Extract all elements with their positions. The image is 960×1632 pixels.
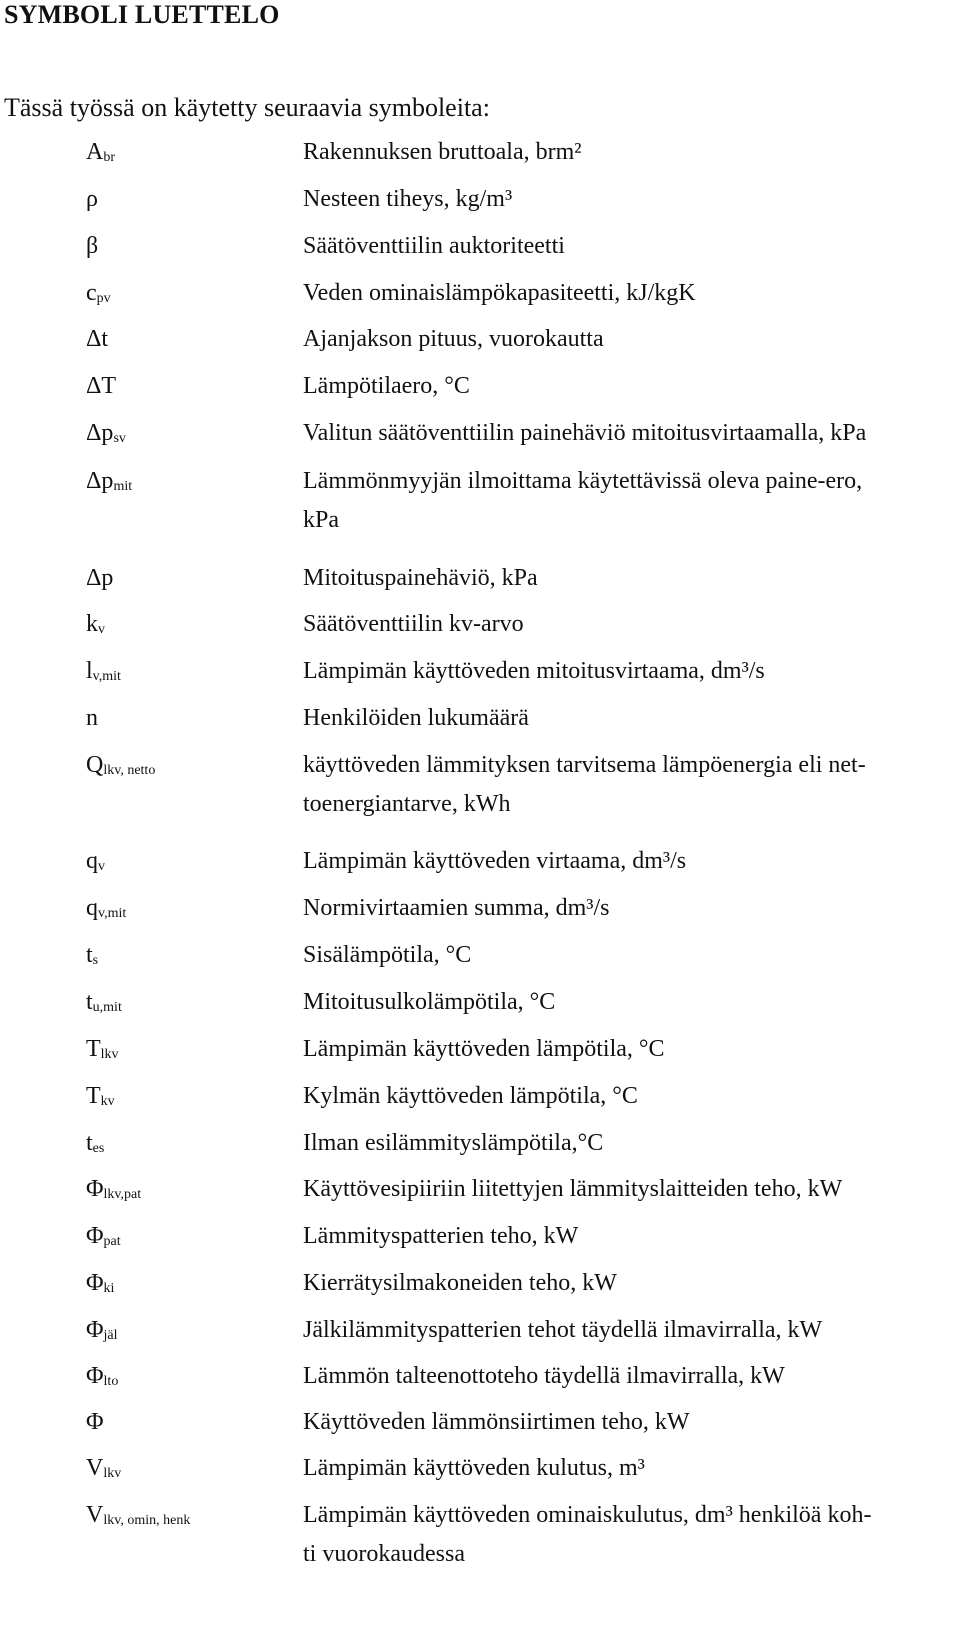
- symbol-description: [303, 656, 765, 686]
- symbol-row: [0, 231, 960, 261]
- description-line: Ilman esilämmityslämpötila,°C: [303, 1130, 604, 1156]
- symbol-row: [0, 1407, 960, 1437]
- symbol-base: Φ: [86, 1409, 104, 1435]
- symbol-description: [303, 987, 555, 1017]
- symbol: [86, 1407, 104, 1437]
- symbol-row: [0, 1453, 960, 1483]
- description-line: Lämmityspatterien teho, kW: [303, 1223, 579, 1249]
- description-line: Säätöventtiilin kv-arvo: [303, 611, 524, 637]
- description-line: Valitun säätöventtiilin painehäviö mitoitusvirtaamalla, kPa: [303, 420, 867, 446]
- symbol-subscript: mit: [113, 479, 133, 494]
- page-title: SYMBOLI LUETTELO: [4, 0, 280, 29]
- symbol: [86, 137, 115, 173]
- symbol-description: [303, 1221, 578, 1251]
- symbol-base: Φ: [86, 1270, 104, 1296]
- symbol-row: [0, 184, 960, 214]
- description-line: Kylmän käyttöveden lämpötila, °C: [303, 1083, 638, 1109]
- symbol-subscript: ki: [103, 1281, 115, 1296]
- symbol-row: [0, 418, 960, 448]
- symbol-row: [0, 1034, 960, 1064]
- symbol-subscript: lkv, netto: [103, 763, 156, 778]
- symbol-subscript: lkv,pat: [103, 1187, 142, 1202]
- description-line: Lämpimän käyttöveden ominaiskulutus, dm³ henkilöä koh-: [303, 1502, 872, 1528]
- description-line: Lämmönmyyjän ilmoittama käytettävissä oleva paine-ero,: [303, 468, 863, 494]
- description-line: Ajanjakson pituus, vuorokautta: [303, 326, 604, 352]
- description-line: Säätöventtiilin auktoriteetti: [303, 233, 565, 259]
- symbol-base: q: [86, 895, 98, 921]
- symbol-subscript: v: [98, 859, 105, 874]
- description-line: toenergiantarve, kWh: [303, 791, 511, 817]
- symbol: [86, 703, 98, 733]
- symbol-base: V: [86, 1502, 104, 1528]
- description-line: Käyttöveden lämmönsiirtimen teho, kW: [303, 1409, 690, 1435]
- symbol-base: Φ: [86, 1317, 104, 1343]
- symbol-description: [303, 371, 470, 401]
- symbol-description: [303, 1128, 603, 1158]
- symbol: [86, 418, 126, 454]
- symbol-description: [303, 1315, 822, 1345]
- symbol-row: [0, 563, 960, 593]
- description-line: ti vuorokaudessa: [303, 1541, 465, 1567]
- symbol-subscript: pat: [103, 1234, 121, 1249]
- symbol: [86, 893, 126, 929]
- symbol-description: [303, 231, 565, 261]
- symbol-description: [303, 184, 512, 214]
- symbol-subscript: v: [98, 622, 105, 637]
- symbol-base: Φ: [86, 1176, 104, 1202]
- symbol-base: β: [86, 233, 99, 259]
- intro-text: Tässä työssä on käytetty seuraavia symboleita:: [4, 93, 490, 122]
- description-line: Mitoituspainehäviö, kPa: [303, 565, 538, 591]
- symbol: [86, 1361, 118, 1397]
- symbol-description: [303, 563, 538, 593]
- symbol-base: c: [86, 280, 97, 306]
- symbol-subscript: lkv: [103, 1466, 122, 1481]
- symbol: [86, 1081, 115, 1117]
- symbol-subscript: sv: [113, 431, 126, 446]
- symbol-row: [0, 1361, 960, 1391]
- symbol-base: A: [86, 139, 104, 165]
- symbol-subscript: lto: [103, 1374, 119, 1389]
- description-line: Jälkilämmityspatterien tehot täydellä ilmavirralla, kW: [303, 1317, 823, 1343]
- symbol-row: [0, 278, 960, 308]
- description-line: Kierrätysilmakoneiden teho, kW: [303, 1270, 617, 1296]
- symbol-row: [0, 1174, 960, 1204]
- symbol-base: n: [86, 705, 98, 731]
- symbol-row: [0, 940, 960, 970]
- symbol-description: [303, 137, 581, 167]
- symbol-subscript: es: [92, 1141, 105, 1156]
- symbol: [86, 1221, 121, 1257]
- symbol-description: [303, 1034, 665, 1064]
- symbol-row: [0, 1500, 960, 1567]
- symbol-row: [0, 1221, 960, 1251]
- symbol-description: [303, 418, 866, 448]
- description-line: kPa: [303, 507, 339, 533]
- symbol-row: [0, 656, 960, 686]
- symbol-row: [0, 609, 960, 639]
- symbol: [86, 466, 132, 502]
- symbol-description: [303, 1500, 871, 1578]
- symbol-base: t: [86, 1130, 93, 1156]
- description-line: Rakennuksen bruttoala, brm²: [303, 139, 582, 165]
- symbol-row: [0, 846, 960, 876]
- symbol-subscript: v,mit: [98, 906, 127, 921]
- symbol-description: [303, 466, 862, 544]
- symbol-description: [303, 846, 686, 876]
- symbol-description: [303, 324, 604, 354]
- description-line: Lämpimän käyttöveden lämpötila, °C: [303, 1036, 665, 1062]
- symbol: [86, 563, 113, 593]
- symbol-subscript: jäl: [103, 1328, 118, 1343]
- symbol-description: [303, 703, 529, 733]
- symbol: [86, 609, 105, 645]
- symbol-row: [0, 1315, 960, 1345]
- symbol: [86, 231, 98, 261]
- description-line: Veden ominaislämpökapasiteetti, kJ/kgK: [303, 280, 696, 306]
- symbol: [86, 184, 98, 214]
- symbol-base: ρ: [86, 186, 98, 212]
- symbol-base: k: [86, 611, 98, 637]
- symbol-description: [303, 1361, 785, 1391]
- symbol: [86, 1500, 190, 1536]
- symbol-description: [303, 940, 471, 970]
- description-line: käyttöveden lämmityksen tarvitsema lämpöenergia eli net-: [303, 752, 866, 778]
- symbol-description: [303, 1453, 645, 1483]
- symbol-subscript: br: [103, 150, 116, 165]
- symbol-base: Q: [86, 752, 104, 778]
- description-line: Henkilöiden lukumäärä: [303, 705, 529, 731]
- symbol: [86, 750, 155, 786]
- symbol-row: [0, 371, 960, 401]
- symbol-row: [0, 137, 960, 167]
- symbol-row: [0, 324, 960, 354]
- description-line: Lämpimän käyttöveden virtaama, dm³/s: [303, 848, 687, 874]
- symbol-subscript: lkv: [100, 1047, 119, 1062]
- description-line: Mitoitusulkolämpötila, °C: [303, 989, 556, 1015]
- symbol-subscript: pv: [96, 291, 111, 306]
- symbol: [86, 987, 122, 1023]
- description-line: Nesteen tiheys, kg/m³: [303, 186, 513, 212]
- symbol: [86, 1315, 118, 1351]
- symbol-base: q: [86, 848, 98, 874]
- symbol-base: V: [86, 1455, 104, 1481]
- description-line: Käyttövesipiiriin liitettyjen lämmityslaitteiden teho, kW: [303, 1176, 843, 1202]
- symbol: [86, 846, 105, 882]
- symbol: [86, 278, 111, 314]
- symbol-base: t: [86, 989, 93, 1015]
- symbol-description: [303, 893, 609, 923]
- description-line: Normivirtaamien summa, dm³/s: [303, 895, 610, 921]
- symbol-description: [303, 1268, 617, 1298]
- symbol-subscript: u,mit: [92, 1000, 122, 1015]
- symbol: [86, 1174, 141, 1210]
- symbol-description: [303, 1081, 638, 1111]
- symbol-base: Δp: [86, 420, 114, 446]
- symbol-row: [0, 1268, 960, 1298]
- description-line: Lämmön talteenottoteho täydellä ilmavirralla, kW: [303, 1363, 785, 1389]
- symbol-description: [303, 1407, 690, 1437]
- symbol-row: [0, 893, 960, 923]
- symbol-subscript: kv: [100, 1094, 115, 1109]
- symbol-description: [303, 1174, 842, 1204]
- description-line: Lämpimän käyttöveden mitoitusvirtaama, dm³/s: [303, 658, 765, 684]
- symbol-subscript: v,mit: [92, 669, 121, 684]
- symbol-base: ΔT: [86, 373, 117, 399]
- symbol-base: t: [86, 942, 93, 968]
- symbol: [86, 940, 98, 976]
- symbol: [86, 371, 116, 401]
- symbol: [86, 1453, 121, 1489]
- symbol-base: T: [86, 1083, 101, 1109]
- symbol: [86, 1034, 119, 1070]
- symbol-base: Φ: [86, 1223, 104, 1249]
- symbol: [86, 656, 121, 692]
- symbol-row: [0, 750, 960, 817]
- symbol: [86, 324, 108, 354]
- symbol-base: Φ: [86, 1363, 104, 1389]
- description-line: Sisälämpötila, °C: [303, 942, 472, 968]
- symbol-row: [0, 466, 960, 533]
- symbol: [86, 1268, 114, 1304]
- symbol-description: [303, 750, 866, 828]
- symbol-description: [303, 609, 524, 639]
- description-line: Lämpötilaero, °C: [303, 373, 470, 399]
- symbol-base: Δp: [86, 565, 114, 591]
- symbol-row: [0, 1081, 960, 1111]
- symbol-base: T: [86, 1036, 101, 1062]
- symbol-row: [0, 987, 960, 1017]
- symbol-base: Δt: [86, 326, 109, 352]
- symbol-description: [303, 278, 696, 308]
- symbol-subscript: lkv, omin, henk: [103, 1513, 191, 1528]
- symbol-base: l: [86, 658, 93, 684]
- symbol-subscript: s: [92, 953, 99, 968]
- symbol-row: [0, 1128, 960, 1158]
- symbol: [86, 1128, 104, 1164]
- symbol-base: Δp: [86, 468, 114, 494]
- symbol-row: [0, 703, 960, 733]
- description-line: Lämpimän käyttöveden kulutus, m³: [303, 1455, 645, 1481]
